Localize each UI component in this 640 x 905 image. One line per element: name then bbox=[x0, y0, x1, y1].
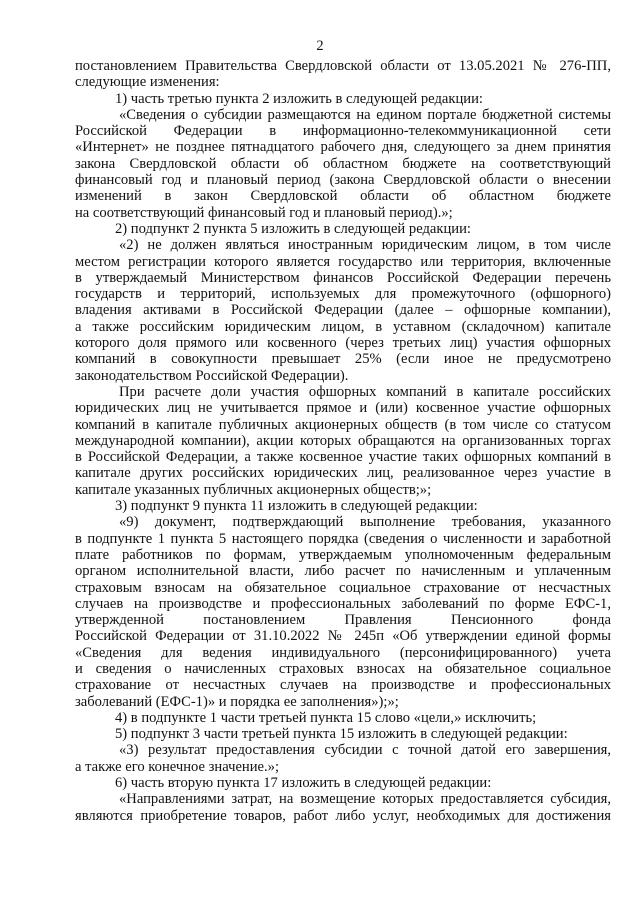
text-line: Российской Федерации в информационно-телекоммуникационной сети bbox=[75, 123, 611, 140]
text-line: плате работников по формам, утверждаемым уполномоченным федеральным bbox=[75, 546, 611, 563]
text-line: финансовый год и плановый период (закона Свердловской области о внесении bbox=[75, 172, 611, 189]
text-line: страховым взносам на обязательное социальное страхование от несчастных bbox=[75, 579, 611, 596]
document-body bbox=[75, 58, 611, 824]
text-line: Российской Федерации от 31.10.2022 № 245п «Об утверждении единой формы bbox=[75, 628, 611, 645]
text-line: государств и территорий, используемых для промежуточного (офшорного) bbox=[75, 286, 611, 303]
text-line: утвержденной постановлением Правления Пенсионного фонда bbox=[75, 612, 611, 629]
text-line: «Сведения о субсидии размещаются на едином портале бюджетной системы bbox=[119, 106, 611, 123]
text-line: компаний в капитале публичных акционерных обществ (в том числе со статусом bbox=[75, 416, 611, 433]
text-line: «Интернет» не позднее пятнадцатого рабочего дня, следующего за днем принятия bbox=[75, 139, 611, 156]
text-line: «Направлениями затрат, на возмещение которых предоставляется субсидия, bbox=[119, 791, 611, 808]
text-line: 4) в подпункте 1 части третьей пункта 15 слово «цели,» исключить; bbox=[115, 709, 537, 726]
page-number: 2 bbox=[316, 38, 324, 54]
text-line: 5) подпункт 3 части третьей пункта 15 изложить в следующей редакции: bbox=[115, 726, 568, 743]
text-line: которого доля прямого или косвенного (через третьих лиц) участия офшорных bbox=[75, 335, 611, 352]
text-line: международной компании), акции которых обращаются на организованных торгах bbox=[75, 432, 611, 449]
text-line: в подпункте 1 пункта 5 настоящего порядка (сведения о численности и заработной bbox=[75, 530, 611, 547]
text-line: следующие изменения: bbox=[75, 74, 220, 91]
text-line: являются приобретение товаров, работ либо услуг, необходимых для достижения bbox=[75, 807, 611, 824]
text-line: 3) подпункт 9 пункта 11 изложить в следующей редакции: bbox=[115, 498, 478, 515]
text-line: страхование от несчастных случаев на производстве и профессиональных bbox=[75, 677, 611, 694]
text-line: случаев на производстве и профессиональных заболеваний по форме ЕФС-1, bbox=[75, 595, 611, 612]
text-line: 6) часть вторую пункта 17 изложить в следующей редакции: bbox=[115, 775, 492, 792]
text-line: капитале указанных публичных акционерных обществ;»; bbox=[75, 481, 432, 498]
text-line: капитале других российских юридических лиц, реализованное через участие в bbox=[75, 465, 611, 482]
text-line: в утверждаемый Министерством финансов Российской Федерации перечень bbox=[75, 269, 611, 286]
text-line: местом регистрации которого является государство или территория, включенные bbox=[75, 253, 611, 270]
text-line: юридических лиц не учитывается прямое и (или) косвенное участие офшорных bbox=[75, 400, 611, 417]
text-line: в Российской Федерации, а также косвенное участие таких офшорных компаний в bbox=[75, 449, 611, 466]
text-line: а также российским юридическим лицом, в уставном (складочном) капитале bbox=[75, 318, 611, 335]
text-line: законодательством Российской Федерации). bbox=[75, 367, 349, 384]
text-line: на соответствующий финансовый год и плановый период).»; bbox=[75, 204, 453, 221]
text-line: закона Свердловской области об областном бюджете на соответствующий bbox=[75, 155, 611, 172]
text-line: 1) часть третью пункта 2 изложить в следующей редакции: bbox=[115, 90, 483, 107]
text-line: компаний в совокупности превышает 25% (если иное не предусмотрено bbox=[75, 351, 611, 368]
text-line: 2) подпункт 2 пункта 5 изложить в следующей редакции: bbox=[115, 220, 471, 237]
text-line: органом исполнительной власти, либо расчет по начисленным и уплаченным bbox=[75, 563, 611, 580]
text-line: При расчете доли участия офшорных компаний в капитале российских bbox=[119, 383, 611, 400]
text-line: «9) документ, подтверждающий выполнение требования, указанного bbox=[119, 514, 611, 531]
text-line: «Сведения для ведения индивидуального (персонифицированного) учета bbox=[75, 644, 611, 661]
text-line: а также его конечное значение.»; bbox=[75, 758, 280, 775]
text-line: постановлением Правительства Свердловской области от 13.05.2021 № 276-ПП, bbox=[75, 58, 611, 74]
text-line: «2) не должен являться иностранным юридическим лицом, в том числе bbox=[119, 237, 611, 254]
text-line: и сведения о начисленных страховых взносах на обязательное социальное bbox=[75, 660, 611, 677]
text-line: владения активами в Российской Федерации (далее – офшорные компании), bbox=[75, 302, 611, 319]
text-line: заболеваний (ЕФС-1)» и порядка ее заполнения»);»; bbox=[75, 693, 399, 710]
text-line: изменений в закон Свердловской области об областном бюджете bbox=[75, 188, 611, 205]
text-line: «3) результат предоставления субсидии с точной датой его завершения, bbox=[119, 742, 611, 759]
